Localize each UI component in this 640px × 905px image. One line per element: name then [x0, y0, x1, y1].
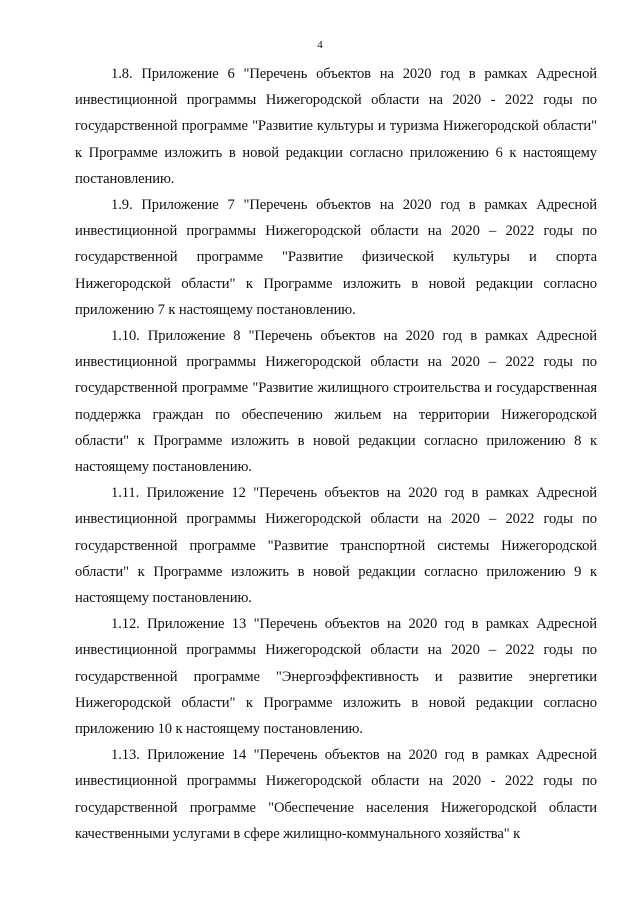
paragraph-1-9: 1.9. Приложение 7 "Перечень объектов на 2020 год в рамках Адресной инвестиционной программы Нижегородской области на 2020 – 2022 годы по государственной программе "Развитие физической культуры и спорта Нижегородской области" к Программе изложить в новой редакции согласно приложению 7 к настоящему постановлению.: [75, 197, 597, 318]
document-body: [75, 61, 597, 847]
paragraph-1-8: 1.8. Приложение 6 "Перечень объектов на 2020 год в рамках Адресной инвестиционной программы Нижегородской области на 2020 - 2022 годы по государственной программе "Развитие культуры и туризма Нижегородской области" к Программе изложить в новой редакции согласно приложению 6 к настоящему постановлению.: [75, 66, 597, 187]
page-number: 4: [317, 39, 323, 51]
paragraph-1-12: 1.12. Приложение 13 "Перечень объектов на 2020 год в рамках Адресной инвестиционной программы Нижегородской области на 2020 – 2022 годы по государственной программе "Энергоэффективность и развитие энергетики Нижегородской области" к Программе изложить в новой редакции согласно приложению 10 к настоящему постановлению.: [75, 616, 597, 738]
paragraph-1-11: 1.11. Приложение 12 "Перечень объектов на 2020 год в рамках Адресной инвестиционной программы Нижегородской области на 2020 – 2022 годы по государственной программе "Развитие транспортной системы Нижегородской области" к Программе изложить в новой редакции согласно приложению 9 к настоящему постановлению.: [75, 485, 597, 607]
paragraph-1-13: 1.13. Приложение 14 "Перечень объектов на 2020 год в рамках Адресной инвестиционной программы Нижегородской области на 2020 - 2022 годы по государственной программе "Обеспечение населения Нижегородской области качественными услугами в сфере жилищно-коммунального хозяйства" к: [75, 747, 597, 842]
paragraph-1-10: 1.10. Приложение 8 "Перечень объектов на 2020 год в рамках Адресной инвестиционной программы Нижегородской области на 2020 – 2022 годы по государственной программе "Развитие жилищного строительства и государственная поддержка граждан по обеспечению жильем на территории Нижегородской области" к Программе изложить в новой редакции согласно приложению 8 к настоящему постановлению.: [75, 328, 597, 476]
